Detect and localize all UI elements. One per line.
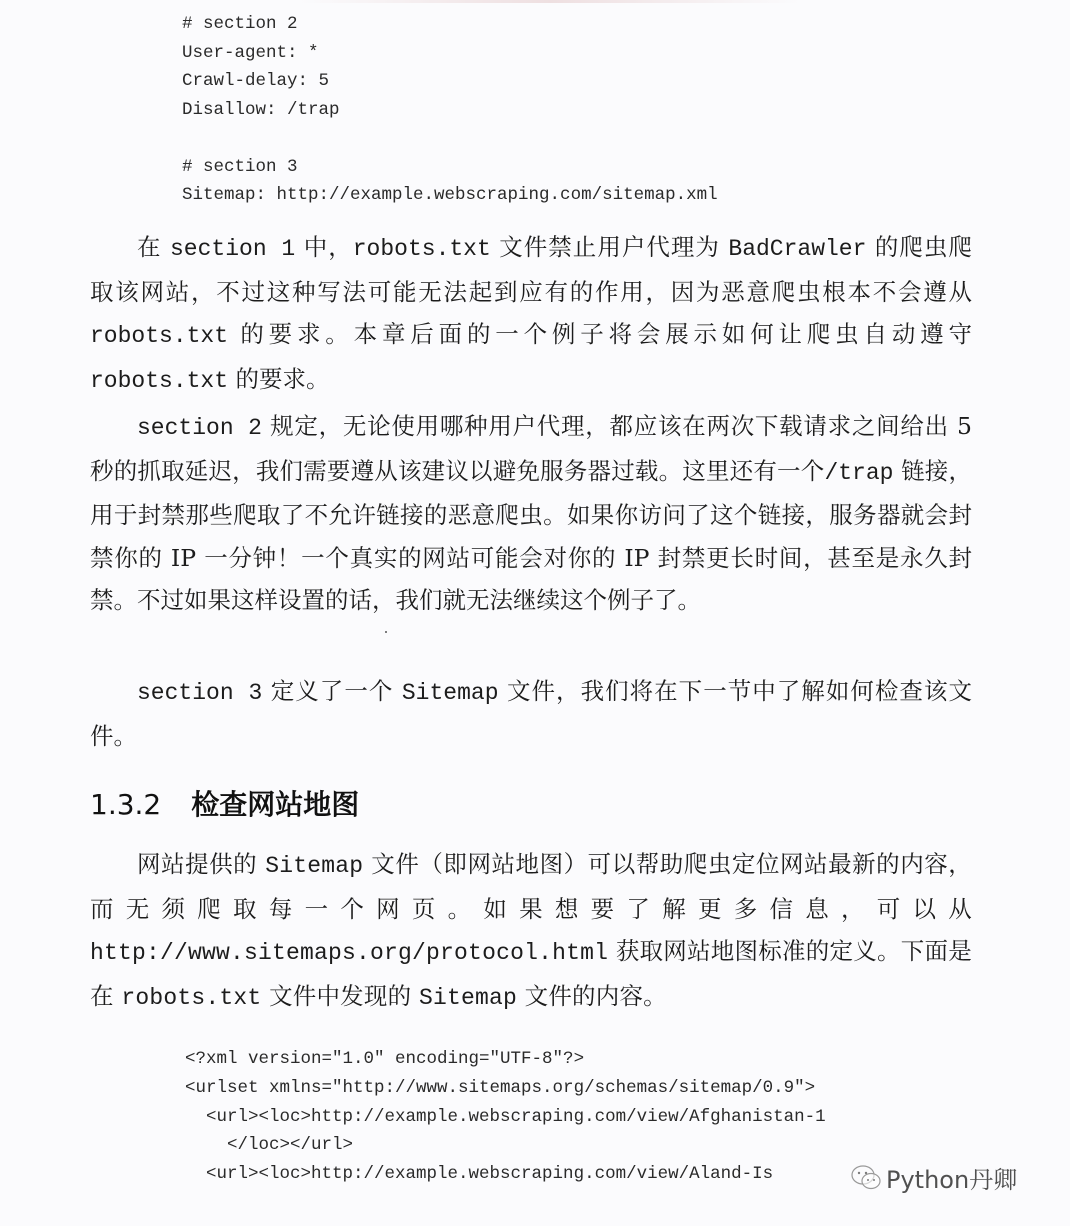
inline-code: robots.txt (90, 367, 229, 394)
watermark-text: Python丹卿 (886, 1166, 1018, 1194)
text: 网站提供的 (137, 850, 266, 878)
code-line: </loc></url> (185, 1135, 354, 1156)
text: 链接，用于封禁那些爬取了不允许链接的恶意爬虫。如果你访问了这个链接，服务器就会封禁你的 IP 一分钟！一个真实的网站可能会对你的 IP 封禁更长时间，甚至是永久封禁。不过如果这样设置的话，我们就无法继续这个例子了。 (90, 456, 972, 614)
text: 定义了一个 (262, 677, 402, 705)
section-heading (90, 780, 359, 830)
code-line: Sitemap: http://example.webscraping.com/sitemap.xml (182, 185, 718, 205)
code-line: <url><loc>http://example.webscraping.com/view/Afghanistan-1 (185, 1106, 826, 1127)
code-line: Disallow: /trap (182, 99, 340, 120)
text: 的爬虫爬取该网站，不过这种写法可能无法起到应有的作用，因为恶意爬虫根本不会遵从 (90, 233, 972, 306)
inline-code: robots.txt (121, 984, 262, 1011)
code-line: <?xml version="1.0" encoding="UTF-8"?> (185, 1049, 585, 1069)
code-line: # section 3 (182, 156, 298, 177)
inline-code: robots.txt (90, 323, 229, 349)
text: 的要求。本章后面的一个例子将会展示如何让爬虫自动遵守 (228, 320, 972, 348)
inline-code: robots.txt (352, 236, 491, 262)
inline-code: BadCrawler (728, 236, 867, 262)
code-line: <urlset xmlns="http://www.sitemaps.org/schemas/sitemap/0.9"> (185, 1077, 816, 1098)
text: 文件，我们将在下一节中了解如何检查该文件。 (90, 677, 972, 750)
text: 文件（即网站地图）可以帮助爬虫定位网站最新的内容，而无须爬取每一个网页。如果想要了解更多信息，可以从 (90, 850, 973, 923)
section-title: 检查网站地图 (191, 788, 360, 821)
text: 文件的内容。 (516, 981, 667, 1010)
code-line: Crawl-delay: 5 (182, 71, 330, 91)
inline-code: Sitemap (418, 984, 517, 1011)
sitemap-xml-code-block (185, 1045, 826, 1189)
inline-code: Sitemap (401, 680, 499, 706)
watermark (850, 1160, 1017, 1195)
cropped-previous-line (300, 0, 800, 3)
inline-code-url: http://www.sitemaps.org/protocol.html (90, 940, 609, 966)
code-line: # section 2 (182, 14, 298, 34)
section-number: 1.3.2 (90, 788, 162, 821)
inline-code: Sitemap (265, 853, 364, 879)
code-line: <url><loc>http://example.webscraping.com/view/Aland-Is (185, 1164, 774, 1185)
paragraph-section-1 (90, 226, 972, 402)
paragraph-section-3 (90, 670, 972, 757)
robots-txt-code-block (182, 10, 718, 210)
inline-code: section 1 (170, 236, 296, 262)
inline-code: /trap (824, 459, 894, 486)
text: 在 (137, 233, 170, 261)
text: 文件禁止用户代理为 (490, 233, 729, 261)
text: 获取网站地图标准的定义。下面是在 (90, 937, 972, 1010)
text: 中， (295, 233, 353, 261)
paragraph-section-2 (90, 405, 972, 622)
text: 文件中发现的 (261, 981, 419, 1010)
paragraph-sitemap-intro (90, 843, 972, 1019)
code-line: User-agent: * (182, 42, 319, 63)
code-line (182, 124, 718, 153)
inline-code: section 3 (137, 680, 263, 706)
scan-artifact-dot (385, 631, 387, 633)
wechat-icon (850, 1163, 882, 1193)
inline-code: section 2 (137, 415, 262, 441)
text: 规定，无论使用哪种用户代理，都应该在两次下载请求之间给出 5 秒的抓取延迟，我们需要遵从该建议以避免服务器过载。这里还有一个 (90, 412, 972, 485)
text: 的要求。 (228, 364, 330, 393)
